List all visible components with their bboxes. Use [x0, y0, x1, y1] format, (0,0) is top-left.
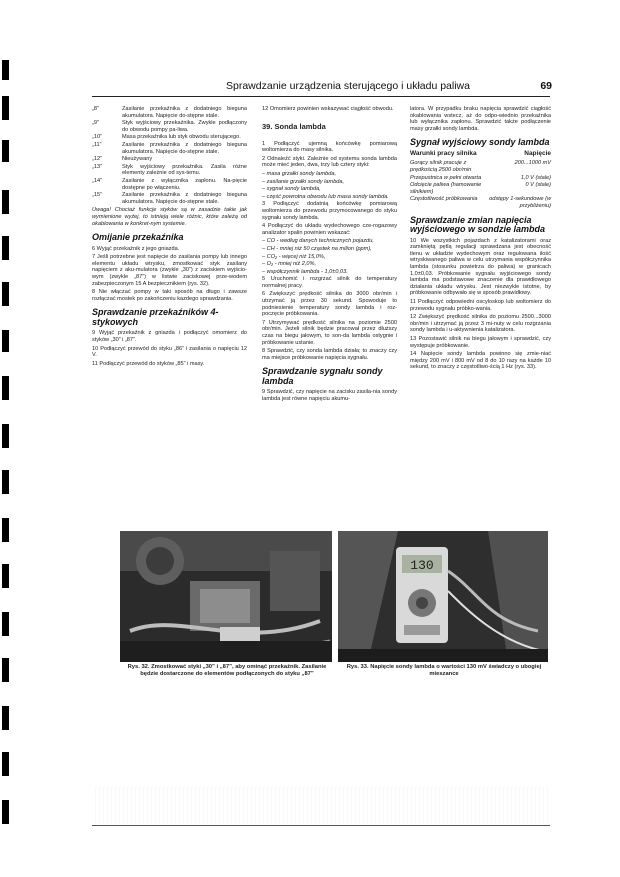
binder-mark: [2, 470, 9, 494]
spec-row: [410, 196, 551, 209]
terminal-desc: Styk wyjściowy przekaźnika. Zasila różne elementy zależnie od sys-temu.: [122, 163, 247, 177]
terminal-row: [92, 106, 247, 119]
binder-mark: [2, 330, 9, 352]
figure-33-photo: [338, 531, 548, 662]
terminal-code: „13”: [92, 163, 102, 170]
note: Uwaga! Chociaż funkcje styków są w zasadzie takie jak wymienione wyżej, to istnieją wiele różnic, które zależą od okablowania w konkret-nym systemie.: [92, 207, 247, 227]
terminal-code: „11”: [92, 141, 102, 148]
paragraph: 14 Napięcie sondy lambda powinno się zmie-niać między 200 mV i 800 mV od 8 do 10 razy na każde 10 sekund, to znaczy z częstotliwo-ścią 1 Hz (rys. 33).: [410, 351, 551, 371]
column-right: [410, 106, 551, 373]
analyzer-bullets: [262, 238, 397, 275]
terminal-desc: Zasilanie z wyłącznika zapłonu. Na-pięcie dostępne po włączeniu.: [122, 177, 247, 191]
paragraph: 10 We wszystkich pojazdach z katalizatorami oraz zamkniętą pętlą regulacji sprawdzana jest obecność tlenu w układzie wydechowym oraz regulowana ilość wtryskiwanego paliwa w celu utrzymania współczynnika lambda (stosunku powietrza do paliwa) w granicach 1,0±0,03. Próbkowanie sygnału wyjściowego sondy lambda ma podstawowe znaczenie dla prawidłowego działania układu wtrysku. Jest niezwykle istotne, by próbkowanie odbywało się w sposób prawidłowy.: [410, 237, 551, 297]
spec-col-voltage: Napięcie: [524, 149, 551, 157]
paragraph: 8 Nie włączać pompy w taki sposób na długo i zawsze rozłączać mostek po zakończeniu kazdego sprawdzania.: [92, 289, 247, 302]
page-number: 69: [540, 80, 552, 92]
terminal-code: „8”: [92, 106, 99, 112]
terminal-row: [92, 178, 247, 191]
binder-mark: [2, 752, 9, 776]
paragraph: 12 Omomierz powinien wskazywać ciągłość obwodu.: [262, 106, 394, 112]
spec-col-condition: Warunki pracy silnika: [410, 149, 477, 157]
spec-val: odstępy 1-sekundowe (w przybliżeniu): [489, 196, 551, 210]
section-heading: Sprawdzanie sygnału sondy lambda: [262, 366, 383, 386]
paragraph: 11 Podłączyć przewód do styków „85” i masy.: [92, 360, 205, 367]
figure-32-caption: Rys. 32. Zmostkować styki „30” i „87”, aby ominąć przekaźnik. Zasilanie będzie dostarczone do elementów podłączonych do styku „87”: [127, 664, 327, 677]
terminal-row: [92, 192, 247, 205]
binder-mark: [2, 60, 9, 80]
spec-val: 200...1000 mV: [514, 160, 551, 167]
paragraph: 7 Jeśli potrzebne jest napięcie do zasilania pompy lub innego elementu układu wtrysku, zmostkować styk zasilany napięciem z aku-mulatora (zwykle „30”) z zaciskiem wyjścio-wym (zwykle „87”) w listwie zaciskowej prze-wodem zabezpieczonym 15 A bezpiecznikiem (rys. 32).: [92, 254, 247, 287]
multimeter-photo: [338, 531, 548, 662]
paragraph: 7 Utrzymywać prędkość silnika na poziomie 2500 obr/min. Jeżeli silnik będzie pracował przez dłuższy czas na biegu jałowym, to son-da lambda ostygnie i próbkowanie ustanie.: [262, 319, 397, 346]
bullet: – CH - mniej niż 50 cząstek na milion (ppm),: [262, 245, 372, 252]
terminal-list: [92, 106, 247, 205]
spec-cond: Przepustnica w pełni otwarta: [410, 174, 482, 181]
terminal-desc: Masa przekaźnika lub styk obwodu sterującego.: [122, 134, 241, 141]
binder-mark: [2, 706, 9, 730]
terminal-row: [92, 134, 247, 141]
terminal-desc: Styk wyjściowy przekaźnika. Zwykle podłączony do obwodu pompy pa-liwa.: [122, 120, 247, 133]
figure-33-caption: Rys. 33. Napięcie sondy lambda o wartości 130 mV świadczy o ubogiej mieszance: [346, 664, 542, 677]
terminal-row: [92, 156, 247, 163]
bullet: – O₂ - mniej niż 2,0%,: [262, 261, 317, 268]
spec-row: [410, 175, 551, 182]
terminal-code: „12”: [92, 156, 102, 163]
terminal-code: „10”: [92, 134, 102, 141]
binder-mark: [2, 236, 9, 260]
paragraph: 9 Wyjąć przekaźnik z gniazda i podłączyć omomierz do styków „30” i „87”.: [92, 330, 247, 343]
bullet: – CO - według danych technicznych pojazdu,: [262, 238, 374, 245]
binder-mark: [2, 190, 9, 214]
terminal-code: „9”: [92, 120, 99, 127]
meter-display: 130: [410, 558, 434, 573]
section-heading: Sygnał wyjściowy sondy lambda: [410, 137, 550, 148]
paragraph: 5 Uruchomić i rozgrzać silnik do temperatury normalnej pracy.: [262, 276, 397, 289]
column-left: [92, 106, 247, 369]
spec-table-header: [410, 151, 551, 158]
paragraph: 8 Sprawdzić, czy sonda lambda działa; to znaczy czy ma miejsce próbkowanie napięcia sygnału.: [262, 348, 397, 361]
bullet: – sygnał sondy lambda,: [262, 186, 321, 193]
terminal-row: [92, 164, 247, 177]
spec-row: [410, 160, 551, 173]
binder-mark: [2, 282, 9, 306]
paragraph: 3 Podłączyć dodatnią końcówkę pomiarową woltomierza do przewodu przymocowanego do styku sygnału sondy lambda.: [262, 201, 397, 221]
terminal-row: [92, 142, 247, 155]
section-heading: Sprawdzanie zmian napięcia wyjściowego w sondzie lambda: [410, 214, 546, 235]
bullet: – masa grzałki sondy lambda,: [262, 170, 336, 177]
bullet: – zasilanie grzałki sondy lambda,: [262, 178, 345, 185]
spec-cond: Gorący silnik pracuje z prędkością 2500 obr/min: [410, 160, 472, 174]
section-heading: Sprawdzanie przekaźników 4-stykowych: [92, 307, 219, 327]
footer-rule: [92, 825, 550, 826]
figure-32-photo: [120, 531, 332, 662]
running-title: Sprawdzanie urządzenia sterującego i układu paliwa: [226, 80, 470, 92]
paragraph: 6 Zwiększyć prędkość silnika do 3000 obr/min i utrzymać ją przez 30 sekund. Spowoduje to podniesienie temperatury sondy lambda i roz-poczęcie próbkowania.: [262, 291, 397, 318]
binder-mark: [2, 612, 9, 636]
engine-bay-photo: [120, 531, 332, 662]
binder-mark: [2, 96, 9, 120]
terminal-desc: Zasilanie przekaźnika z dodatniego bieguna akumulatora. Napięcie do-stępne stale.: [122, 141, 247, 155]
spec-val: 1,0 V (stale): [520, 174, 551, 181]
terminal-desc: Zasilanie przekaźnika z dodatniego bieguna akumulatora. Napięcie do-stępne stale.: [122, 106, 247, 119]
paragraph: 11 Podłączyć odpowiedni oscyloskop lub woltomierz do przewodu sygnału próbko-wania.: [410, 298, 551, 312]
paragraph: 2 Odnaleźć styki. Zależnie od systemu sonda lambda może mieć jeden, dwa, trzy lub cztery styki:: [262, 155, 397, 169]
terminal-code: „14”: [92, 177, 102, 184]
spec-cond: Odcięcie paliwa (hamowanie silnikiem): [410, 182, 482, 195]
binder-mark: [2, 140, 9, 162]
chapter-heading: 39. Sonda lambda: [262, 121, 326, 131]
scan-noise: [92, 786, 550, 824]
spec-val: 0 V (stale): [525, 182, 551, 189]
bullet: – współczynnik lambda - 1,0±0,03.: [262, 268, 348, 275]
binder-mark: [2, 376, 9, 400]
terminal-row: [92, 120, 247, 133]
column-middle: [262, 106, 397, 405]
terminal-desc: Nieużywany: [122, 156, 153, 163]
terminal-desc: Zasilanie przekaźnika z dodatniego bieguna akumulatora. Napięcie do-stępne stale.: [122, 192, 247, 205]
spec-row: [410, 182, 551, 195]
bullet: – CO₂ - więcej niż 15,0%,: [262, 253, 326, 260]
binder-mark: [2, 424, 9, 448]
paragraph: 4 Podłączyć do układu wydechowego cze-rogazowy analizator spalin powinien wskazać:: [262, 223, 397, 236]
section-heading: Omijanie przekaźnika: [92, 232, 184, 243]
paragraph: latora. W przypadku braku napięcia sprawdzić ciągłość okablowania wstecz, aż do odpo-wiednio przekaźnika lub wyłącznika zapłonu. Sprawdzić także podłączenie masy grzałki sondy lambda.: [410, 106, 551, 132]
paragraph: 1 Podłączyć ujemną końcówkę pomiarową woltomierza do masy silnika.: [262, 140, 397, 154]
terminal-code: „15”: [92, 192, 102, 199]
spec-cond: Częstotliwość próbkowania: [410, 196, 478, 203]
paragraph: 9 Sprawdzić, czy napięcie na zacisku zasila-nia sondy lambda jest równe napięciu akumu-: [262, 389, 397, 402]
binder-mark: [2, 564, 9, 588]
paragraph: 10 Podłączyć przewód do styku „86” i zasilania o napięciu 12 V.: [92, 345, 247, 359]
binder-mark: [2, 518, 9, 542]
header-rule: [92, 96, 550, 97]
bullet: – część powrotna obwodu lub masa sondy lambda.: [262, 193, 389, 200]
binder-mark: [2, 800, 9, 824]
paragraph: 6 Wyjąć przekaźnik z jego gniazda.: [92, 245, 180, 252]
page-header: [92, 80, 552, 96]
paragraph: 12 Zwiększyć prędkość silnika do poziomu 2500...3000 obr/min i utrzymać ją przez 3 mi-nuty w celu rozgrzania sondy lambda i u-aktywnienia katalizatora.: [410, 314, 551, 334]
binder-mark: [2, 658, 9, 682]
terminal-bullets: [262, 171, 397, 200]
paragraph: 13 Pozostawić silnik na biegu jałowym i sprawdzić, czy występuje próbkowanie.: [410, 335, 551, 349]
